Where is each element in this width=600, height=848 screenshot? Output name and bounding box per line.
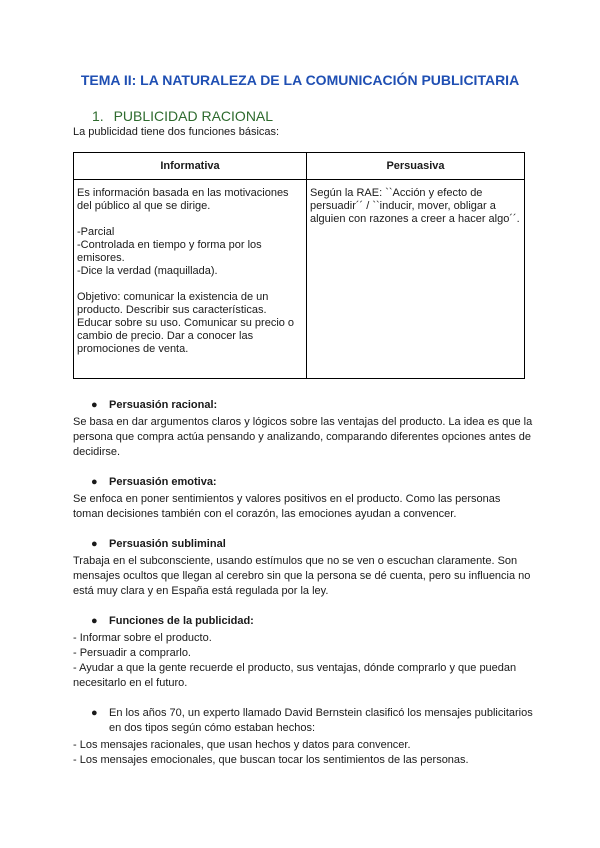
block-heading-text: Persuasión emotiva: xyxy=(109,476,217,488)
header-informativa: Informativa xyxy=(74,153,307,180)
block-heading xyxy=(73,706,533,736)
block-heading-text: Persuasión subliminal xyxy=(109,538,226,550)
block-bernstein xyxy=(73,706,533,768)
table-row xyxy=(74,180,525,379)
functions-table xyxy=(73,152,525,379)
informativa-paragraph: Objetivo: comunicar la existencia de un producto. Describir sus características. Educar sobre su uso. Comunicar su precio o cambio de precio. Dar a conocer las promociones de venta. xyxy=(77,291,295,355)
table-header-row xyxy=(74,153,525,180)
block-heading xyxy=(73,537,533,552)
bullet-icon: ● xyxy=(91,707,98,719)
bullet-icon: ● xyxy=(91,399,98,411)
bullet-icon: ● xyxy=(91,615,98,627)
bullet-icon: ● xyxy=(91,538,98,550)
block-funciones xyxy=(73,614,533,691)
block-heading xyxy=(73,614,533,629)
section-number: 1. xyxy=(92,108,104,124)
bullet-icon: ● xyxy=(91,476,98,488)
cell-informativa xyxy=(74,180,307,379)
intro-text: La publicidad tiene dos funciones básicas: xyxy=(73,126,280,138)
block-persuasion-racional xyxy=(73,398,533,460)
content-blocks xyxy=(73,398,533,783)
block-body: Trabaja en el subconsciente, usando estímulos que no se ven o escuchan claramente. Son mensajes ocultos que llegan al cerebro sin que la persona se dé cuenta, pero su influencia no está muy clara y en España está regulada por la ley. xyxy=(73,555,531,597)
block-body: Se basa en dar argumentos claros y lógicos sobre las ventajas del producto. La idea es que la persona que compra actúa pensando y analizando, comparando diferentes opciones antes de decidirse. xyxy=(73,416,533,458)
block-heading xyxy=(73,475,533,490)
cell-persuasiva: Según la RAE: ``Acción y efecto de persuadir´´ / ``inducir, mover, obligar a alguien con razones a creer a hacer algo´´. xyxy=(307,180,525,379)
list-item: - Persuadir a comprarlo. xyxy=(73,647,191,659)
block-persuasion-emotiva xyxy=(73,475,533,522)
section-title: PUBLICIDAD RACIONAL xyxy=(113,108,274,124)
block-heading xyxy=(73,398,533,413)
informativa-paragraph: -Parcial -Controlada en tiempo y forma por los emisores. -Dice la verdad (maquillada). xyxy=(77,226,262,277)
list-item: - Los mensajes racionales, que usan hechos y datos para convencer. xyxy=(73,739,411,751)
list-item: - Informar sobre el producto. xyxy=(73,632,212,644)
block-persuasion-subliminal xyxy=(73,537,533,599)
section-heading xyxy=(92,108,273,124)
block-heading-text: Persuasión racional: xyxy=(109,399,218,411)
block-heading-text: Funciones de la publicidad: xyxy=(109,615,254,627)
list-item: - Los mensajes emocionales, que buscan tocar los sentimientos de las personas. xyxy=(73,754,469,766)
informativa-paragraph: Es información basada en las motivaciones del público al que se dirige. xyxy=(77,187,289,212)
header-persuasiva: Persuasiva xyxy=(307,153,525,180)
block-heading-text: En los años 70, un experto llamado David Bernstein clasificó los mensajes publicitarios en dos tipos según cómo estaban hechos: xyxy=(109,707,533,734)
block-body: Se enfoca en poner sentimientos y valores positivos en el producto. Como las personas toman decisiones también con el corazón, las emociones ayudan a convencer. xyxy=(73,493,501,520)
list-item: - Ayudar a que la gente recuerde el producto, sus ventajas, dónde comprarlo y que puedan necesitarlo en el futuro. xyxy=(73,662,517,689)
document-title: TEMA II: LA NATURALEZA DE LA COMUNICACIÓN PUBLICITARIA xyxy=(80,72,520,88)
